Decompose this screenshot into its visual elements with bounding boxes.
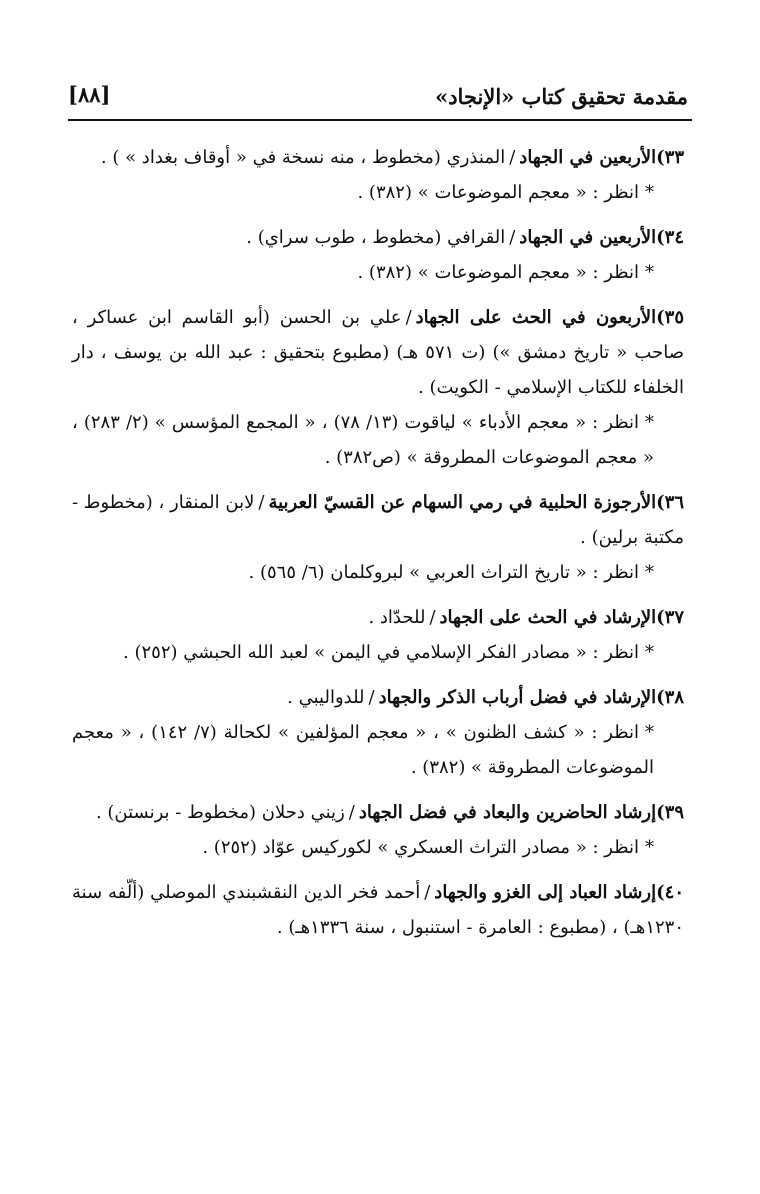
page-header xyxy=(68,78,688,118)
entry-separator: / xyxy=(258,492,265,513)
entry-reference-text: انظر : « معجم الموضوعات » (٣٨٢) . xyxy=(357,262,639,283)
bibliography-entry xyxy=(72,140,684,210)
entry-title: الأربعون في الحث على الجهاد xyxy=(415,307,657,328)
entry-heading xyxy=(72,795,684,830)
entry-number: ٣٦) xyxy=(656,492,684,513)
bibliography-entry xyxy=(72,485,684,590)
entry-separator: / xyxy=(509,147,516,168)
entry-reference xyxy=(72,175,684,210)
asterisk-icon: * xyxy=(645,722,654,743)
bibliography-entry xyxy=(72,220,684,290)
entry-details: أحمد فخر الدين النقشبندي الموصلي (ألّفه سنة ١٢٣٠هـ) ، (مطبوع : العامرة - استنبول ، سنة ١٣٣٦هـ) . xyxy=(72,882,684,938)
entry-reference xyxy=(72,255,684,290)
entry-reference-text: انظر : « معجم الأدباء » لياقوت (١٣/ ٧٨) ، « المجمع المؤسس » (٢/ ٢٨٣) ، « معجم الموضوعات المطروقة » (ص٣٨٢) . xyxy=(72,412,654,468)
entry-number: ٣٤) xyxy=(656,227,684,248)
entry-reference xyxy=(72,555,684,590)
bibliography-entry xyxy=(72,680,684,785)
asterisk-icon: * xyxy=(645,182,654,203)
entry-heading xyxy=(72,300,684,405)
entry-number: ٤٠) xyxy=(656,882,684,903)
entry-title: الإرشاد في الحث على الجهاد xyxy=(439,607,657,628)
entry-reference-text: انظر : « مصادر التراث العسكري » لكوركيس عوّاد (٢٥٢) . xyxy=(202,837,639,858)
asterisk-icon: * xyxy=(645,262,654,283)
bibliography-list xyxy=(72,140,684,955)
entry-reference-text: انظر : « كشف الظنون » ، « معجم المؤلفين » لكحالة (٧/ ١٤٢) ، « معجم الموضوعات المطروقة » (٣٨٢) . xyxy=(72,722,654,778)
entry-reference-text: انظر : « تاريخ التراث العربي » لبروكلمان (٦/ ٥٦٥) . xyxy=(248,562,639,583)
entry-details: القرافي (مخطوط ، طوب سراي) . xyxy=(246,227,506,248)
entry-reference xyxy=(72,635,684,670)
bibliography-entry xyxy=(72,795,684,865)
entry-title: الأرجوزة الحلبية في رمي السهام عن القسيّ العربية xyxy=(268,492,657,513)
page-number: [٨٨] xyxy=(68,82,111,107)
entry-title: إرشاد الحاضرين والبعاد في فضل الجهاد xyxy=(358,802,657,823)
entry-reference xyxy=(72,830,684,865)
entry-number: ٣٥) xyxy=(656,307,684,328)
entry-heading xyxy=(72,140,684,175)
entry-details: لابن المنقار ، (مخطوط - مكتبة برلين) . xyxy=(72,492,684,548)
entry-heading xyxy=(72,485,684,555)
entry-title: الأربعين في الجهاد xyxy=(519,227,657,248)
entry-reference-text: انظر : « معجم الموضوعات » (٣٨٢) . xyxy=(357,182,639,203)
entry-number: ٣٨) xyxy=(656,687,684,708)
entry-details: زيني دحلان (مخطوط - برنستن) . xyxy=(95,802,345,823)
bibliography-entry xyxy=(72,875,684,945)
entry-reference xyxy=(72,405,684,475)
entry-heading xyxy=(72,220,684,255)
entry-separator: / xyxy=(405,307,412,328)
bibliography-entry xyxy=(72,600,684,670)
running-title: مقدمة تحقيق كتاب «الإنجاد» xyxy=(435,84,688,109)
entry-details: المنذري (مخطوط ، منه نسخة في « أوقاف بغداد » ) . xyxy=(100,147,506,168)
entry-title: إرشاد العباد إلى الغزو والجهاد xyxy=(434,882,657,903)
entry-heading xyxy=(72,680,684,715)
entry-heading xyxy=(72,600,684,635)
entry-separator: / xyxy=(509,227,516,248)
entry-number: ٣٧) xyxy=(656,607,684,628)
entry-title: الأربعين في الجهاد xyxy=(519,147,657,168)
asterisk-icon: * xyxy=(645,837,654,858)
entry-separator: / xyxy=(368,687,375,708)
bibliography-entry xyxy=(72,300,684,475)
entry-number: ٣٣) xyxy=(656,147,684,168)
entry-details: للدواليبي . xyxy=(287,687,365,708)
entry-reference-text: انظر : « مصادر الفكر الإسلامي في اليمن » لعبد الله الحبشي (٢٥٢) . xyxy=(123,642,639,663)
entry-reference xyxy=(72,715,684,785)
entry-number: ٣٩) xyxy=(656,802,684,823)
asterisk-icon: * xyxy=(645,562,654,583)
asterisk-icon: * xyxy=(644,412,654,433)
entry-title: الإرشاد في فضل أرباب الذكر والجهاد xyxy=(378,687,657,708)
entry-separator: / xyxy=(424,882,431,903)
entry-separator: / xyxy=(429,607,436,628)
asterisk-icon: * xyxy=(645,642,654,663)
entry-heading xyxy=(72,875,684,945)
entry-details: للحدّاد . xyxy=(368,607,426,628)
entry-details: علي بن الحسن (أبو القاسم ابن عساكر ، صاحب « تاريخ دمشق ») (ت ٥٧١ هـ) (مطبوع بتحقيق : عبد الله بن يوسف ، دار الخلفاء للكتاب الإسلامي - الكويت) . xyxy=(72,307,684,398)
header-rule xyxy=(68,119,692,121)
entry-separator: / xyxy=(348,802,355,823)
